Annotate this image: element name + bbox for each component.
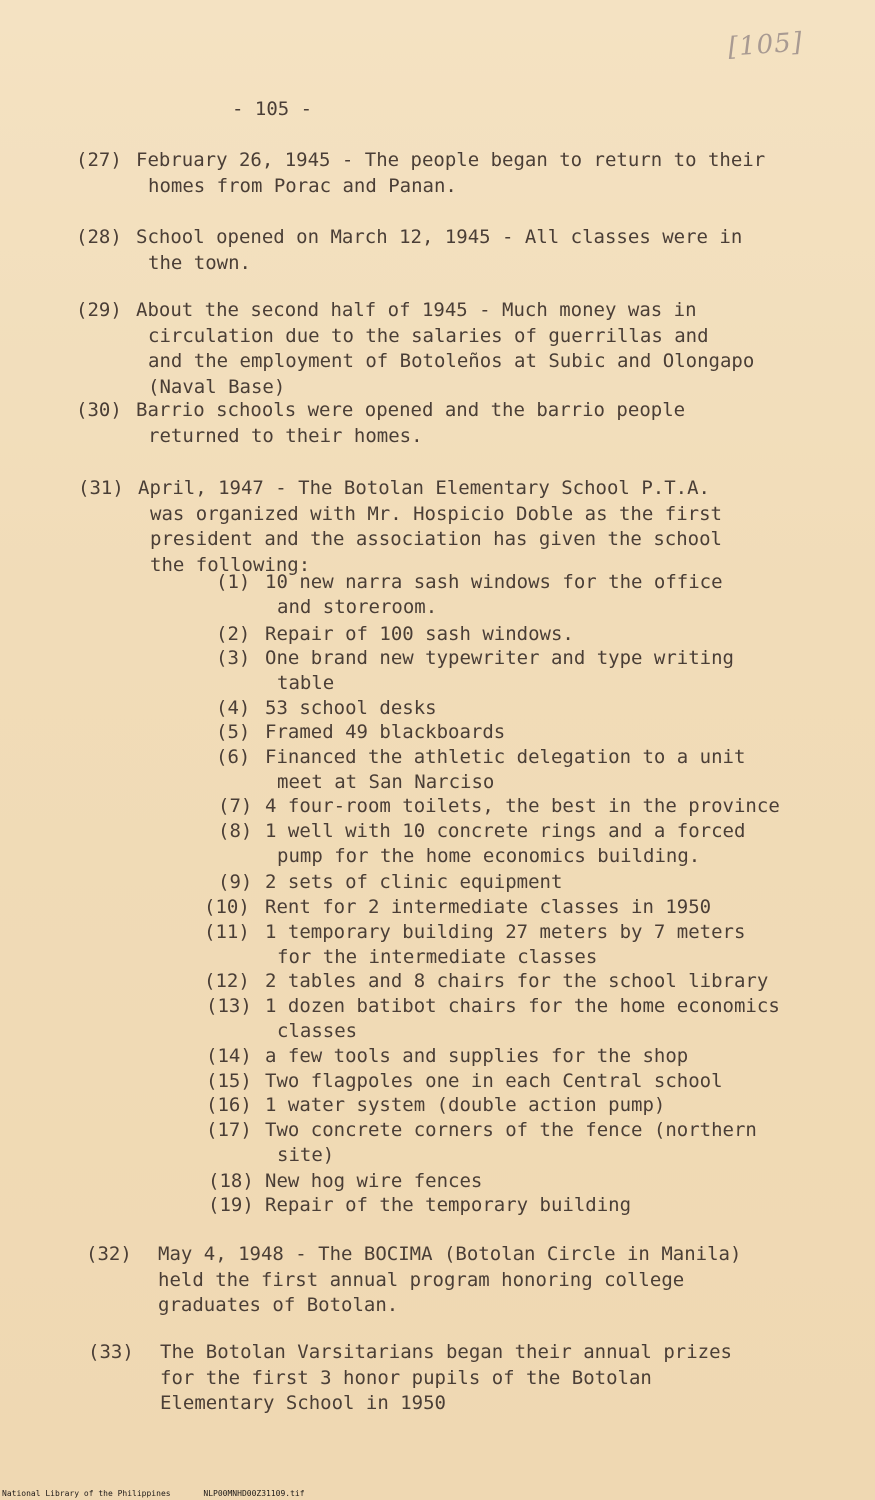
item-number: (3): [216, 647, 251, 669]
item-line: 2 sets of clinic equipment: [265, 871, 563, 893]
entry: [76, 148, 765, 199]
item-line: 1 dozen batibot chairs for the home economics: [265, 995, 780, 1017]
item-line: pump for the home economics building.: [277, 844, 701, 867]
entry-line: and the employment of Botoleños at Subic and Olongapo: [148, 350, 755, 372]
item-number: (6): [216, 746, 251, 768]
pta-item: [0, 1118, 757, 1168]
item-number: (4): [216, 697, 251, 719]
item-line: Two flagpoles one in each Central school: [265, 1070, 723, 1092]
item-number: (13): [206, 995, 252, 1017]
pta-item: [0, 570, 723, 620]
item-line: New hog wire fences: [265, 1170, 483, 1192]
pta-item: [0, 969, 768, 994]
item-line: Repair of 100 sash windows.: [265, 623, 574, 645]
entry: [88, 1340, 732, 1417]
entry-line: February 26, 1945 - The people began to return to their: [136, 149, 766, 171]
entry: [76, 398, 685, 449]
item-number: (10): [204, 896, 250, 918]
entry-number: (33): [88, 1341, 134, 1363]
item-line: 53 school desks: [265, 697, 437, 719]
pta-item: [0, 646, 734, 696]
pta-item: [0, 819, 745, 869]
item-number: (5): [216, 721, 251, 743]
entry-line: Barrio schools were opened and the barrio people: [136, 399, 686, 421]
handwritten-page-annotation: [105]: [727, 27, 804, 63]
pta-item: [0, 745, 745, 795]
entry-line: Elementary School in 1950: [160, 1392, 446, 1414]
item-number: (18): [208, 1170, 254, 1192]
pta-item: [0, 720, 505, 745]
item-line: 1 well with 10 concrete rings and a forced: [265, 820, 746, 842]
footer-filename: NLP00MNHD00Z31109.tif: [203, 1489, 305, 1498]
pta-item: [0, 895, 711, 920]
entry-line: the following:: [150, 553, 311, 576]
entry-line: May 4, 1948 - The BOCIMA (Botolan Circle in Manila): [158, 1243, 742, 1265]
item-number: (14): [206, 1045, 252, 1067]
entry: [86, 1242, 741, 1319]
item-number: (12): [204, 970, 250, 992]
item-number: (17): [206, 1119, 252, 1141]
item-number: (8): [218, 820, 253, 842]
entry: [76, 298, 754, 400]
item-number: (15): [206, 1070, 252, 1092]
pta-item: [0, 1069, 723, 1094]
entry-number: (31): [78, 477, 124, 499]
item-number: (11): [204, 921, 250, 943]
pta-item: [0, 1044, 688, 1069]
item-line: 4 four-room toilets, the best in the province: [265, 795, 780, 817]
item-line: Repair of the temporary building: [265, 1194, 632, 1216]
entry-line: School opened on March 12, 1945 - All classes were in: [136, 226, 743, 248]
page-number: - 105 -: [232, 98, 313, 120]
entry: [76, 225, 742, 276]
entry-line: The Botolan Varsitarians began their annual prizes: [160, 1341, 732, 1363]
entry-number: (28): [76, 226, 122, 248]
entry-line: (Naval Base): [148, 375, 286, 398]
pta-item: [0, 696, 437, 721]
pta-item: [0, 920, 745, 970]
item-line: 10 new narra sash windows for the office: [265, 571, 723, 593]
entry-line: returned to their homes.: [148, 424, 423, 447]
item-number: (2): [216, 623, 251, 645]
item-line: 2 tables and 8 chairs for the school library: [265, 970, 769, 992]
item-line: classes: [277, 1019, 358, 1042]
entry-number: (29): [76, 299, 122, 321]
item-number: (16): [206, 1094, 252, 1116]
entry-line: About the second half of 1945 - Much money was in: [136, 299, 697, 321]
entry-number: (30): [76, 399, 122, 421]
pta-item: [0, 622, 574, 647]
entry-number: (32): [86, 1243, 132, 1265]
entry-line: held the first annual program honoring college: [158, 1268, 685, 1291]
item-line: table: [277, 671, 335, 694]
item-line: and storeroom.: [277, 595, 438, 618]
item-line: Two concrete corners of the fence (northern: [265, 1119, 757, 1141]
item-number: (1): [216, 571, 251, 593]
item-line: site): [277, 1143, 335, 1166]
entry: [78, 476, 722, 578]
entry-line: was organized with Mr. Hospicio Doble as the first: [150, 502, 722, 525]
item-line: Financed the athletic delegation to a unit: [265, 746, 746, 768]
item-line: 1 water system (double action pump): [265, 1094, 666, 1116]
item-number: (9): [218, 871, 253, 893]
pta-item: [0, 994, 780, 1044]
pta-item: [0, 870, 562, 895]
item-line: 1 temporary building 27 meters by 7 meters: [265, 921, 746, 943]
item-number: (19): [208, 1194, 254, 1216]
pta-item: [0, 1093, 665, 1118]
entry-line: graduates of Botolan.: [158, 1294, 399, 1316]
entry-line: circulation due to the salaries of guerrillas and: [148, 324, 709, 347]
entry-line: homes from Porac and Panan.: [148, 174, 457, 197]
scan-footer: [2, 1489, 333, 1498]
item-line: One brand new typewriter and type writing: [265, 647, 734, 669]
item-line: a few tools and supplies for the shop: [265, 1045, 689, 1067]
entry-line: for the first 3 honor pupils of the Botolan: [160, 1366, 652, 1389]
pta-item: [0, 1169, 482, 1194]
entry-number: (27): [76, 149, 122, 171]
item-line: for the intermediate classes: [277, 945, 598, 968]
item-line: Rent for 2 intermediate classes in 1950: [265, 896, 712, 918]
entry-line: president and the association has given the school: [150, 528, 722, 550]
item-line: Framed 49 blackboards: [265, 721, 506, 743]
pta-item: [0, 794, 780, 819]
pta-item: [0, 1193, 631, 1218]
item-number: (7): [218, 795, 253, 817]
item-line: meet at San Narciso: [277, 770, 495, 793]
entry-line: the town.: [148, 251, 251, 274]
footer-source: National Library of the Philippines: [2, 1489, 171, 1498]
entry-line: April, 1947 - The Botolan Elementary School P.T.A.: [138, 477, 710, 499]
